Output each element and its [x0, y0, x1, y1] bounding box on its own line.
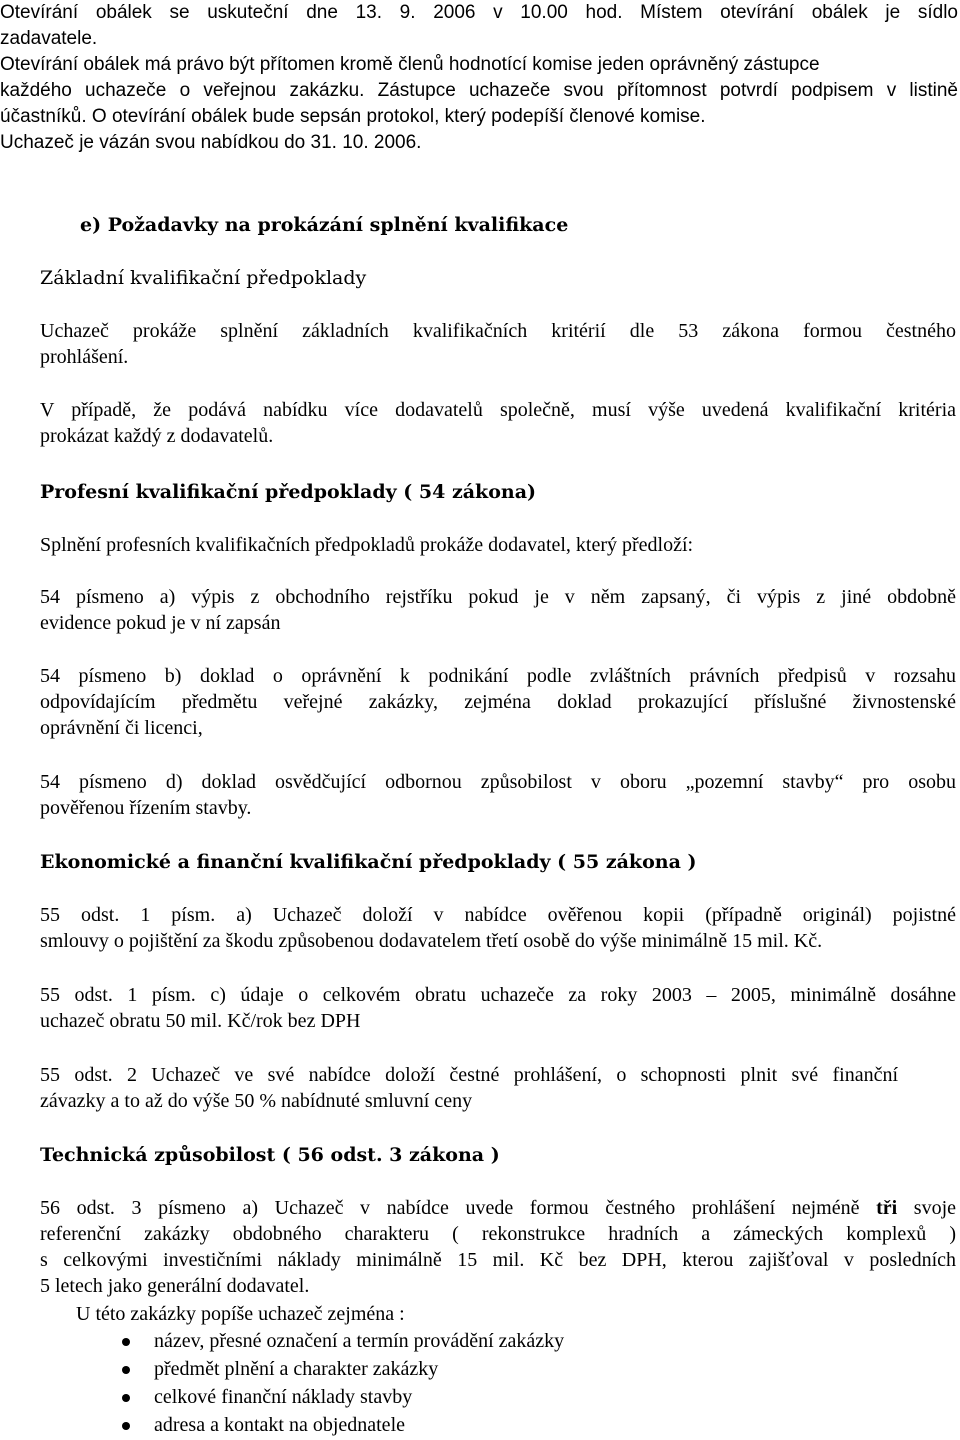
intro-line: účastníků. O otevírání obálek bude sepsán protokol, který podepíší členové komise. [0, 106, 706, 127]
bullet-icon [122, 1422, 130, 1430]
list-item-text: celkové finanční náklady stavby [154, 1386, 413, 1408]
text-line: odpovídajícím předmětu veřejné zakázky, zejména doklad prokazující příslušné živnostenské [40, 691, 956, 713]
text-line: prokázat každý z dodavatelů. [40, 425, 274, 447]
text-line: pověřenou řízením stavby. [40, 797, 252, 819]
intro-line: Otevírání obálek se uskuteční dne 13. 9. 2006 v 10.00 hod. Místem otevírání obálek je sídlo [0, 2, 958, 23]
list-item [40, 1327, 920, 1355]
list-item-text: adresa a kontakt na objednatele [154, 1414, 405, 1436]
section-heading: e) Požadavky na prokázání splnění kvalifikace [80, 214, 569, 236]
professional-item-b [40, 663, 956, 741]
text-line: oprávnění či licenci, [40, 717, 203, 739]
text-run: svoje [897, 1197, 957, 1219]
text-line: 54 písmeno b) doklad o oprávnění k podnikání podle zvláštních právních předpisů v rozsahu [40, 665, 956, 687]
text-line: evidence pokud je v ní zapsán [40, 612, 281, 634]
text-line: s celkovými investičními náklady minimálně 15 mil. Kč bez DPH, kterou zajišťoval v posledních [40, 1249, 956, 1271]
emphasis-three: tři [876, 1197, 898, 1219]
intro-line: Otevírání obálek má právo být přítomen kromě členů hodnotící komise jeden oprávněný zástupce [0, 54, 820, 75]
subsection-heading-technical: Technická způsobilost ( 56 odst. 3 zákona ) [40, 1144, 500, 1166]
technical-paragraph [40, 1195, 956, 1299]
text-line: uchazeč obratu 50 mil. Kč/rok bez DPH [40, 1010, 361, 1032]
intro-line: každého uchazeče o veřejnou zakázku. Zástupce uchazeče svou přítomnost potvrdí podpisem v listině [0, 80, 958, 101]
bullet-icon [122, 1366, 130, 1374]
text-run: 56 odst. 3 písmeno a) Uchazeč v nabídce uvede formou čestného prohlášení nejméně [40, 1197, 877, 1219]
professional-intro: Splnění profesních kvalifikačních předpokladů prokáže dodavatel, který předloží: [40, 534, 694, 556]
text-line: referenční zakázky obdobného charakteru ( rekonstrukce hradních a zámeckých komplexů ) [40, 1223, 956, 1245]
bullet-icon [122, 1338, 130, 1346]
subsection-heading-professional: Profesní kvalifikační předpoklady ( 54 zákona) [40, 481, 537, 503]
list-item [40, 1411, 920, 1439]
text-line: závazky a to až do výše 50 % nabídnuté smluvní ceny [40, 1090, 473, 1112]
text-line: 55 odst. 1 písm. c) údaje o celkovém obratu uchazeče za roky 2003 – 2005, minimálně dosáhne [40, 984, 956, 1006]
text-line: 5 letech jako generální dodavatel. [40, 1275, 310, 1297]
economic-item-c [40, 982, 956, 1034]
list-item-text: název, přesné označení a termín provádění zakázky [154, 1330, 565, 1352]
text-line [40, 1195, 956, 1221]
basic-paragraph-2 [40, 397, 956, 449]
economic-item-2 [40, 1062, 956, 1114]
professional-item-a [40, 584, 956, 636]
bullet-icon [122, 1394, 130, 1402]
subsection-heading-economic: Ekonomické a finanční kvalifikační předpoklady ( 55 zákona ) [40, 851, 697, 873]
intro-line: zadavatele. [0, 28, 98, 49]
intro-paragraph [0, 0, 958, 156]
subsection-heading-basic: Základní kvalifikační předpoklady [40, 267, 367, 289]
text-line: 54 písmeno a) výpis z obchodního rejstříku pokud je v něm zapsaný, či výpis z jiné obdobně [40, 586, 956, 608]
list-item [40, 1355, 920, 1383]
text-line: 54 písmeno d) doklad osvědčující odbornou způsobilost v oboru „pozemní stavby“ pro osobu [40, 771, 956, 793]
technical-bullet-list [40, 1327, 920, 1439]
technical-list-intro: U této zakázky popíše uchazeč zejména : [76, 1303, 405, 1325]
professional-item-d [40, 769, 956, 821]
text-line: Uchazeč prokáže splnění základních kvalifikačních kritérií dle 53 zákona formou čestného [40, 320, 956, 342]
text-line: 55 odst. 1 písm. a) Uchazeč doloží v nabídce ověřenou kopii (případně originál) pojistné [40, 904, 956, 926]
text-line: 55 odst. 2 Uchazeč ve své nabídce doloží čestné prohlášení, o schopnosti plnit své finanční [40, 1064, 898, 1086]
basic-paragraph-1 [40, 318, 956, 370]
text-line: prohlášení. [40, 346, 129, 368]
text-line: V případě, že podává nabídku více dodavatelů společně, musí výše uvedená kvalifikační kritéria [40, 399, 956, 421]
intro-line: Uchazeč je vázán svou nabídkou do 31. 10. 2006. [0, 132, 422, 153]
list-item [40, 1383, 920, 1411]
economic-item-a [40, 902, 956, 954]
list-item-text: předmět plnění a charakter zakázky [154, 1358, 439, 1380]
text-line: smlouvy o pojištění za škodu způsobenou dodavatelem třetí osobě do výše minimálně 15 mil. Kč. [40, 930, 823, 952]
